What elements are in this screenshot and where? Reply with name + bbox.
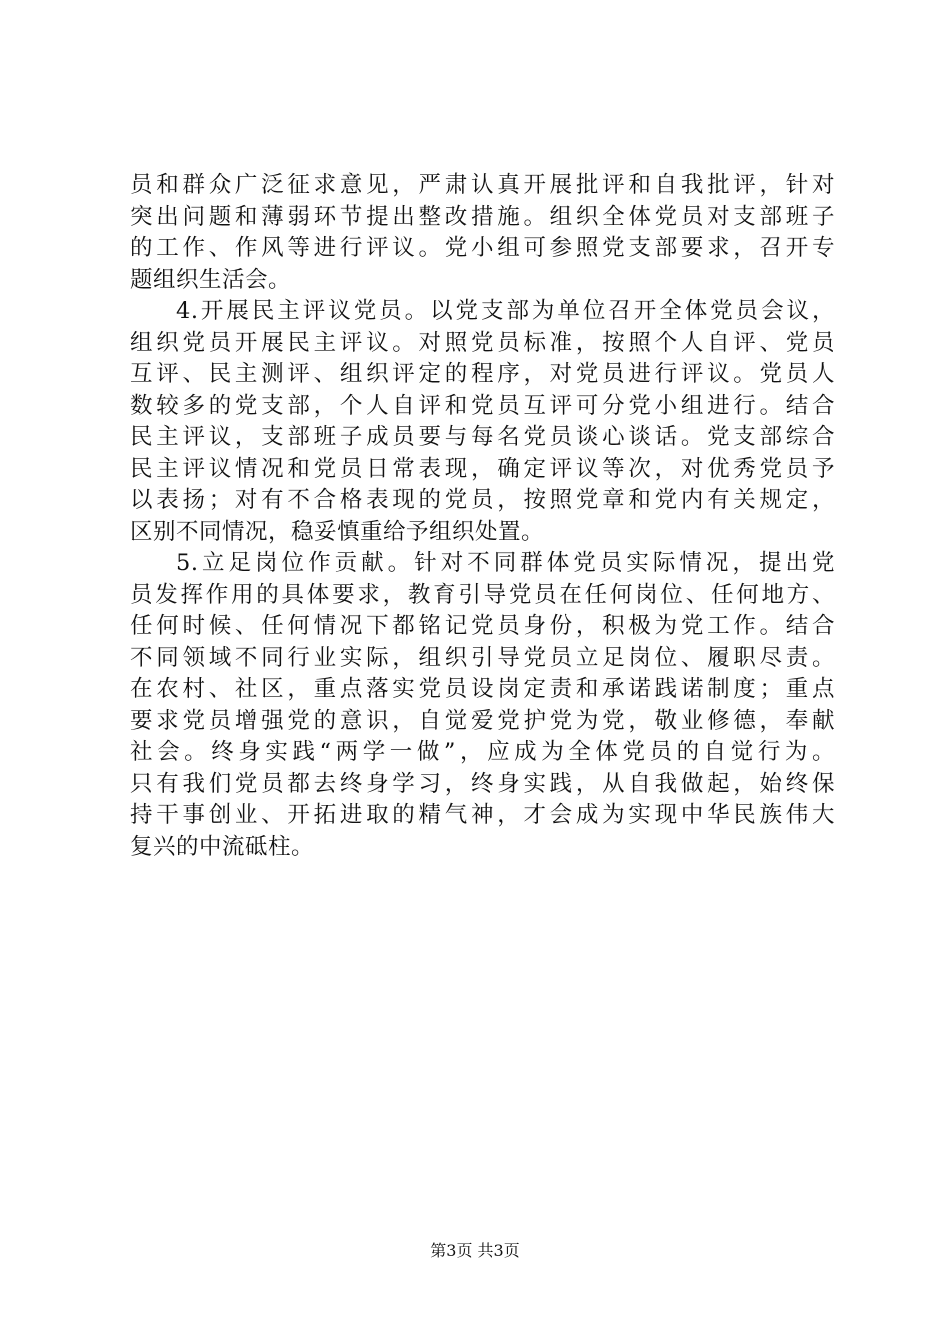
paragraph-item-5 xyxy=(130,548,835,863)
text-line: 民主评议，支部班子成员要与每名党员谈心谈话。党支部综合 xyxy=(130,424,835,450)
text-line: 题组织生活会。 xyxy=(130,266,292,293)
text-line: 组织党员开展民主评议。对照党员标准，按照个人自评、党员 xyxy=(130,329,835,356)
text-line: 民主评议情况和党员日常表现，确定评议等次，对优秀党员予 xyxy=(130,455,835,482)
text-line: 数较多的党支部，个人自评和党员互评可分党小组进行。结合 xyxy=(130,392,835,419)
page-footer xyxy=(0,1241,950,1261)
text-line: 要求党员增强党的意识，自觉爱党护党为党，敬业修德，奉献 xyxy=(130,707,835,734)
text-line: 以表扬；对有不合格表现的党员，按照党章和党内有关规定， xyxy=(130,487,835,513)
text-line: 只有我们党员都去终身学习，终身实践，从自我做起，始终保 xyxy=(130,770,835,797)
paragraph-item-4 xyxy=(130,296,835,548)
paragraph-continuation xyxy=(130,170,835,296)
text-line: 互评、民主测评、组织评定的程序，对党员进行评议。党员人 xyxy=(130,361,835,387)
text-line: 员和群众广泛征求意见，严肃认真开展批评和自我批评，针对 xyxy=(130,172,835,198)
text-line: 复兴的中流砥柱。 xyxy=(130,833,315,860)
text-line: 突出问题和薄弱环节提出整改措施。组织全体党员对支部班子 xyxy=(130,203,835,230)
document-body xyxy=(130,170,835,863)
text-line: 持干事创业、开拓进取的精气神，才会成为实现中华民族伟大 xyxy=(130,802,835,828)
text-line: 4.开展民主评议党员。以党支部为单位召开全体党员会议， xyxy=(176,298,835,324)
text-line: 的工作、作风等进行评议。党小组可参照党支部要求，召开专 xyxy=(130,235,835,261)
text-line: 任何时候、任何情况下都铭记党员身份，积极为党工作。结合 xyxy=(130,613,835,639)
text-line: 5.立足岗位作贡献。针对不同群体党员实际情况，提出党 xyxy=(176,550,835,576)
text-line: 社会。终身实践“两学一做”，应成为全体党员的自觉行为。 xyxy=(130,739,835,765)
page-number-label: 第3页 共3页 xyxy=(430,1241,520,1260)
text-line: 区别不同情况，稳妥慎重给予组织处置。 xyxy=(130,518,545,545)
text-line: 在农村、社区，重点落实党员设岗定责和承诺践诺制度；重点 xyxy=(130,676,835,702)
text-line: 不同领域不同行业实际，组织引导党员立足岗位、履职尽责。 xyxy=(130,644,835,671)
text-line: 员发挥作用的具体要求，教育引导党员在任何岗位、任何地方、 xyxy=(130,581,835,608)
